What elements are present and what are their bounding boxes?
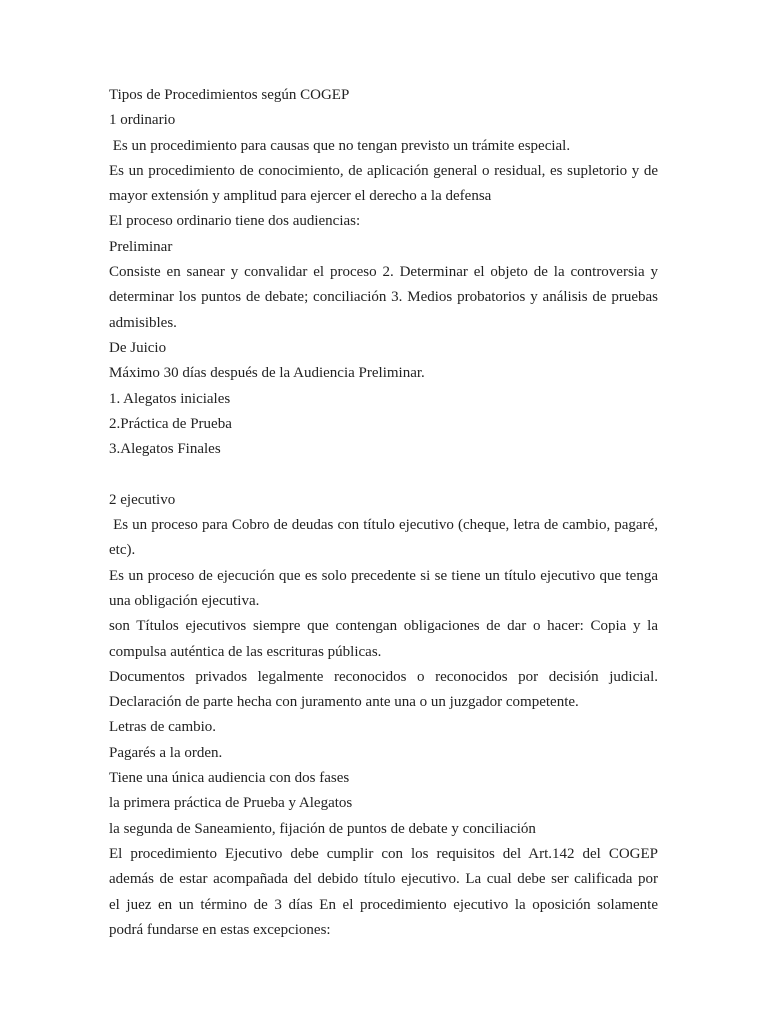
subheading-de-juicio: De Juicio bbox=[109, 339, 167, 356]
paragraph-line: el juez en un término de 3 días En el procedimiento ejecutivo la oposición solamente bbox=[109, 896, 658, 913]
paragraph-line: Es un proceso para Cobro de deudas con título ejecutivo (cheque, letra de cambio, pagaré, bbox=[109, 517, 658, 534]
paragraph-line: Pagarés a la orden. bbox=[109, 744, 223, 761]
paragraph-line: podrá fundarse en estas excepciones: bbox=[109, 921, 331, 938]
list-item: 3.Alegatos Finales bbox=[109, 441, 221, 458]
section-heading-ordinario: 1 ordinario bbox=[109, 112, 176, 129]
paragraph-line: la segunda de Saneamiento, fijación de puntos de debate y conciliación bbox=[109, 820, 536, 837]
paragraph-line: además de estar acompañada del debido título ejecutivo. La cual debe ser calificada por bbox=[109, 871, 658, 888]
document-title: Tipos de Procedimientos según COGEP bbox=[109, 87, 350, 103]
paragraph-line: mayor extensión y amplitud para ejercer el derecho a la defensa bbox=[109, 188, 492, 205]
paragraph-line: Documentos privados legalmente reconocidos o reconocidos por decisión judicial. bbox=[109, 668, 658, 685]
paragraph-line: la primera práctica de Prueba y Alegatos bbox=[109, 795, 353, 812]
paragraph-line: El proceso ordinario tiene dos audiencias: bbox=[109, 213, 361, 230]
paragraph-line: Es un procedimiento de conocimiento, de aplicación general o residual, es supletorio y de bbox=[109, 162, 658, 179]
paragraph-line: Consiste en sanear y convalidar el proceso 2. Determinar el objeto de la controversia y bbox=[109, 264, 658, 281]
paragraph-line: son Títulos ejecutivos siempre que contengan obligaciones de dar o hacer: Copia y la bbox=[109, 618, 658, 635]
document-page bbox=[109, 83, 658, 943]
list-item: 1. Alegatos iniciales bbox=[109, 390, 231, 407]
paragraph-line: determinar los puntos de debate; conciliación 3. Medios probatorios y análisis de pruebas bbox=[109, 289, 658, 306]
paragraph-line: Máximo 30 días después de la Audiencia Preliminar. bbox=[109, 365, 425, 382]
blank-line bbox=[109, 462, 658, 487]
paragraph-line: Es un procedimiento para causas que no tengan previsto un trámite especial. bbox=[109, 137, 571, 154]
paragraph-line: Tiene una única audiencia con dos fases bbox=[109, 770, 350, 787]
paragraph-line: una obligación ejecutiva. bbox=[109, 592, 260, 609]
paragraph-line: admisibles. bbox=[109, 314, 177, 331]
paragraph-line: Declaración de parte hecha con juramento ante una o un juzgador competente. bbox=[109, 694, 579, 711]
list-item: 2.Práctica de Prueba bbox=[109, 415, 232, 432]
paragraph-line: Letras de cambio. bbox=[109, 719, 217, 736]
paragraph-line: El procedimiento Ejecutivo debe cumplir con los requisitos del Art.142 del COGEP bbox=[109, 845, 658, 862]
paragraph-line: compulsa auténtica de las escrituras públicas. bbox=[109, 643, 382, 660]
subheading-preliminar: Preliminar bbox=[109, 238, 173, 255]
paragraph-line: Es un proceso de ejecución que es solo precedente si se tiene un título ejecutivo que tenga bbox=[109, 567, 658, 584]
paragraph-line: etc). bbox=[109, 542, 136, 559]
section-heading-ejecutivo: 2 ejecutivo bbox=[109, 491, 176, 508]
